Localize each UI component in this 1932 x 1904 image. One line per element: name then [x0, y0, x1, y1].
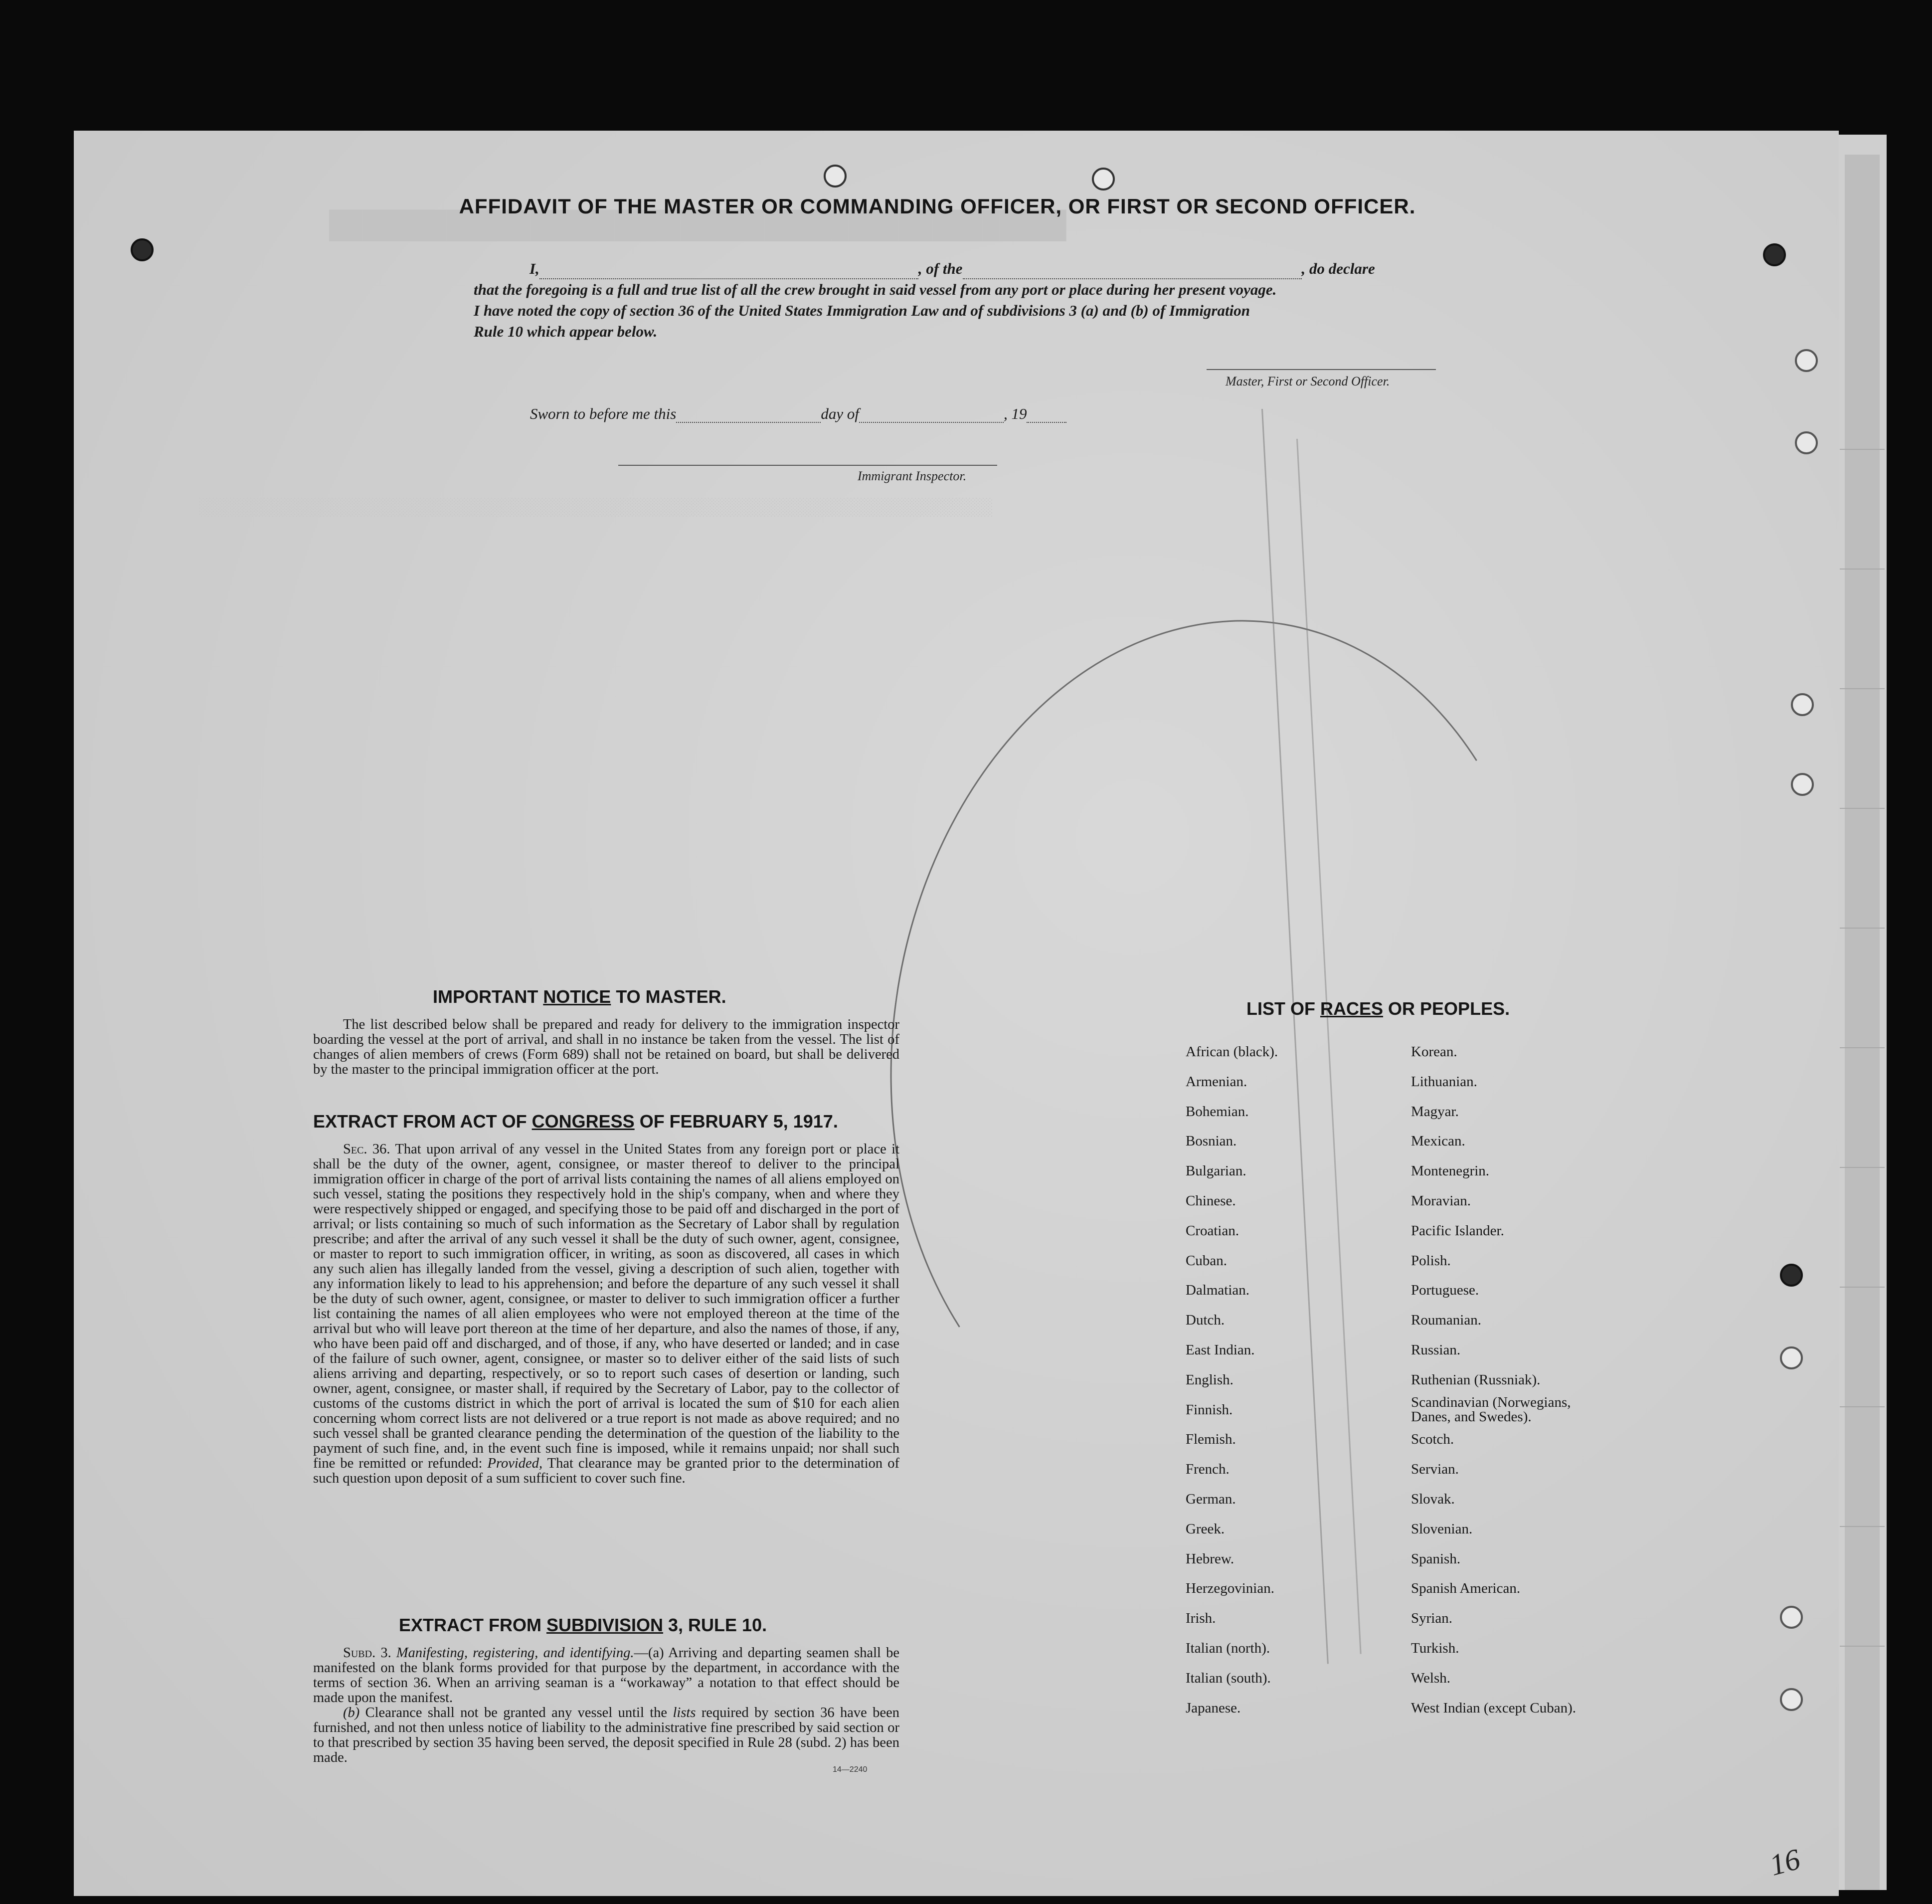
race-item: Mexican. — [1411, 1133, 1465, 1149]
race-item: Croatian. — [1186, 1222, 1239, 1239]
officer-caption: Master, First or Second Officer. — [1226, 374, 1390, 388]
race-item: Syrian. — [1411, 1610, 1452, 1627]
race-item: Chinese. — [1186, 1192, 1236, 1209]
punch-hole — [1791, 693, 1814, 716]
declaration-line-4: Rule 10 which appear below. — [474, 323, 658, 340]
race-item: Russian. — [1411, 1341, 1461, 1358]
subdivision-b-label: (b) — [343, 1705, 360, 1720]
ledger-rule — [1840, 1047, 1885, 1048]
declaration-line-1 — [474, 258, 1461, 279]
subdivision-a-text: —(a) Arriving and departing seamen shall be manifested on the blank forms provided for that purpose by the department, in accordance with the terms of section 36. When an arriving seaman is a “workaway” a notation to that effect should be made upon the manifest. — [313, 1645, 899, 1706]
race-item: Japanese. — [1186, 1700, 1241, 1716]
punch-hole — [1780, 1688, 1803, 1711]
race-item: Ruthenian (Russniak). — [1411, 1371, 1541, 1388]
race-item: Bulgarian. — [1186, 1163, 1246, 1179]
notice-heading: IMPORTANT NOTICE TO MASTER. — [433, 986, 726, 1007]
race-item: Herzegovinian. — [1186, 1580, 1274, 1597]
race-item: Pacific Islander. — [1411, 1222, 1504, 1239]
sworn-day-field[interactable] — [676, 422, 821, 423]
race-item: English. — [1186, 1371, 1233, 1388]
punch-hole — [1791, 773, 1814, 796]
race-item: Flemish. — [1186, 1431, 1236, 1448]
act-heading: EXTRACT FROM ACT OF CONGRESS OF FEBRUARY 5, 1917. — [313, 1111, 838, 1132]
ledger-rule — [1840, 688, 1885, 689]
officer-signature-line[interactable] — [1207, 369, 1436, 370]
race-item: Turkish. — [1411, 1640, 1459, 1656]
ledger-rule — [1840, 1167, 1885, 1168]
bleedthrough-text: ░░░░░░░░░░░░░░░░░░░░░░░░░░░░░░░░░░░░░░░░░░░░░░░░░░░░░░░░░░░░░░░░░░░░░░░░░░░░░░ — [199, 499, 993, 518]
race-item: Bosnian. — [1186, 1133, 1237, 1149]
race-item: Polish. — [1411, 1252, 1451, 1269]
race-item: Slovenian. — [1411, 1521, 1473, 1537]
vessel-label: , of the — [918, 260, 963, 277]
section-36-text: That upon arrival of any vessel in the United States from any foreign port or place it shall be the duty of the owner, agent, consignee, or master thereof to deliver to the principal immigration officer in charge of the port of arrival lists containing the names of all aliens employed on such vessel, stating the positions they respectively hold in the ship's company, when and where they were respectively shipped or engaged, and specifying those to be paid off and discharged in the port of arrival; or lists containing so much of such information as the Secretary of Labor shall by regulation prescribe; and after the arrival of any such vessel it shall be the duty of such owner, agent, consignee, or master to report to such immigration officer, in writing, as soon as discovered, all cases in which any such alien has illegally landed from the vessel, giving a description of such alien, together with any information likely to lead to his apprehension; and before the departure of any such vessel it shall be the duty of such owner, agent, consignee, or master to deliver to such immigration officer a further list containing the names of all alien employees who were not employed thereon at the time of the arrival but who will leave port thereon at the time of her departure, and also the names of those, if any, who have been paid off and discharged, and of those, if any, who have deserted or landed; and in case of the failure of such owner, agent, consignee, or master so to deliver either of the said lists of such aliens arriving and departing, respectively, or so to report such cases of desertion or landing, such owner, agent, consignee, or master shall, if required by the Secretary of Labor, pay to the collector of customs of the customs district in which the port of arrival is located the sum of $10 for each alien concerning whom correct lists are not delivered or a true report is not made as above required; and no such vessel shall be granted clearance pending the determination of the question of the liability to the payment of such fine, and, in the event such fine is imposed, while it remains unpaid; nor shall such fine be remitted or refunded: — [313, 1142, 899, 1471]
section-label: Sec. 36. — [343, 1142, 390, 1157]
race-item: Scandinavian (Norwegians, Danes, and Swedes). — [1411, 1394, 1571, 1425]
race-item: Irish. — [1186, 1610, 1216, 1627]
declaration-line-3: I have noted the copy of section 36 of the United States Immigration Law and of subdivisions 3 (a) and (b) of Immigration — [474, 302, 1250, 319]
day-of-label: day of — [821, 405, 859, 422]
race-item: German. — [1186, 1491, 1236, 1507]
sworn-month-field[interactable] — [859, 422, 1004, 423]
bleedthrough-text: ████████████████████████████████████████████ — [329, 209, 1066, 241]
race-item: Scotch. — [1411, 1431, 1454, 1448]
race-item: Spanish. — [1411, 1550, 1461, 1567]
race-item: Korean. — [1411, 1044, 1457, 1060]
race-item: African (black). — [1186, 1044, 1278, 1060]
race-item: West Indian (except Cuban). — [1411, 1700, 1577, 1716]
act-text — [313, 1142, 899, 1486]
race-item: Italian (south). — [1186, 1670, 1271, 1686]
race-item: Lithuanian. — [1411, 1073, 1477, 1090]
inspector-signature-line[interactable] — [618, 465, 997, 466]
form-number: 14—2240 — [833, 1765, 868, 1774]
race-item: Moravian. — [1411, 1192, 1471, 1209]
race-item: Slovak. — [1411, 1491, 1455, 1507]
rule-heading: EXTRACT FROM SUBDIVISION 3, RULE 10. — [399, 1615, 767, 1635]
race-item: Magyar. — [1411, 1103, 1459, 1120]
punch-hole — [1795, 349, 1818, 372]
ledger-rule — [1840, 808, 1885, 809]
race-item: Portuguese. — [1411, 1282, 1479, 1299]
races-heading: LIST OF RACES OR PEOPLES. — [1246, 998, 1510, 1019]
race-item: Italian (north). — [1186, 1640, 1270, 1656]
sworn-year-field[interactable] — [1027, 422, 1066, 423]
declaration-line-2: that the foregoing is a full and true list of all the crew brought in said vessel from any port or place during her present voyage. — [474, 281, 1277, 298]
handwritten-page-number: 16 — [1766, 1842, 1804, 1882]
sworn-label: Sworn to before me this — [530, 405, 677, 422]
punch-hole — [1795, 431, 1818, 454]
subdivision-title: Manifesting, registering, and identifying. — [396, 1645, 634, 1661]
race-item: Spanish American. — [1411, 1580, 1521, 1597]
notice-paragraph: The list described below shall be prepared and ready for delivery to the immigration inspector boarding the vessel at the port of arrival, and shall in no instance be taken from the vessel. The list of changes of alien members of crews (Form 689) shall not be retained on board, but shall be delivered by the master to the principal immigration officer at the port. — [313, 1017, 899, 1077]
affidavit-title: AFFIDAVIT OF THE MASTER OR COMMANDING OFFICER, OR FIRST OR SECOND OFFICER. — [459, 194, 1416, 218]
ledger-rule — [1840, 1406, 1885, 1407]
ledger-rule — [1840, 928, 1885, 929]
ledger-rule — [1840, 1526, 1885, 1527]
punch-hole — [1780, 1264, 1803, 1287]
sworn-line — [530, 405, 1066, 423]
subdivision-label: Subd. 3. — [343, 1645, 391, 1661]
declarant-label: I, — [529, 260, 539, 277]
race-item: Greek. — [1186, 1521, 1225, 1537]
provided-label: Provided, — [487, 1456, 543, 1471]
race-item: Armenian. — [1186, 1073, 1247, 1090]
races-list-left — [1186, 1037, 1278, 1723]
rule-text: Subd. 3. Manifesting, registering, and identifying.—(a) Arriving and departing seamen shall be manifested on the blank forms provided for that purpose by the department, in accordance with the terms of section 36. When an arriving seaman is a “workaway” a notation to that effect should be made upon the manifest. (b) Clearance shall not be granted any vessel until the lists required by section 36 have been furnished, and not then unless notice of liability to the administrative fine prescribed by said section or to that prescribed by section 35 having been served, the deposit specified in Rule 28 (subd. 2) has been made. — [313, 1645, 900, 1765]
race-item: Dutch. — [1186, 1312, 1225, 1329]
race-item: French. — [1186, 1461, 1229, 1478]
race-item: Servian. — [1411, 1461, 1459, 1478]
race-item: Welsh. — [1411, 1670, 1451, 1686]
ledger-rule — [1840, 449, 1885, 450]
punch-hole — [131, 238, 154, 261]
race-item: Finnish. — [1186, 1401, 1233, 1418]
punch-hole — [1092, 168, 1115, 190]
race-item: Cuban. — [1186, 1252, 1227, 1269]
punch-hole — [824, 165, 847, 188]
section-36-text-end: That clearance may be granted prior to the determination of such question upon deposit of a sum sufficient to cover such fine. — [313, 1456, 899, 1486]
race-item: Dalmatian. — [1186, 1282, 1250, 1299]
ledger-rule — [1840, 569, 1885, 570]
race-item: Bohemian. — [1186, 1103, 1249, 1120]
punch-hole — [1780, 1346, 1803, 1369]
year-label: , 19 — [1003, 405, 1027, 422]
race-item: Roumanian. — [1411, 1312, 1481, 1329]
subdivision-b-text: required by section 36 have been furnished, and not then unless notice of liability to the administrative fine prescribed by said section or to that prescribed by section 35 having been served, the deposit specified in Rule 28 (subd. 2) has been made. — [313, 1705, 900, 1765]
races-list-right — [1411, 1037, 1610, 1723]
punch-hole — [1780, 1606, 1803, 1629]
ledger-rule — [1840, 1287, 1885, 1288]
underlying-sheet-edge — [1845, 155, 1880, 1890]
affidavit-declaration — [474, 258, 1461, 342]
declare-label: , do declare — [1301, 260, 1375, 277]
inspector-caption: Immigrant Inspector. — [858, 469, 967, 483]
race-item: Hebrew. — [1186, 1550, 1234, 1567]
ledger-rule — [1840, 1646, 1885, 1647]
race-item: Montenegrin. — [1411, 1163, 1490, 1179]
notice-text — [313, 1017, 899, 1077]
punch-hole — [1763, 243, 1786, 266]
race-item: East Indian. — [1186, 1341, 1255, 1358]
